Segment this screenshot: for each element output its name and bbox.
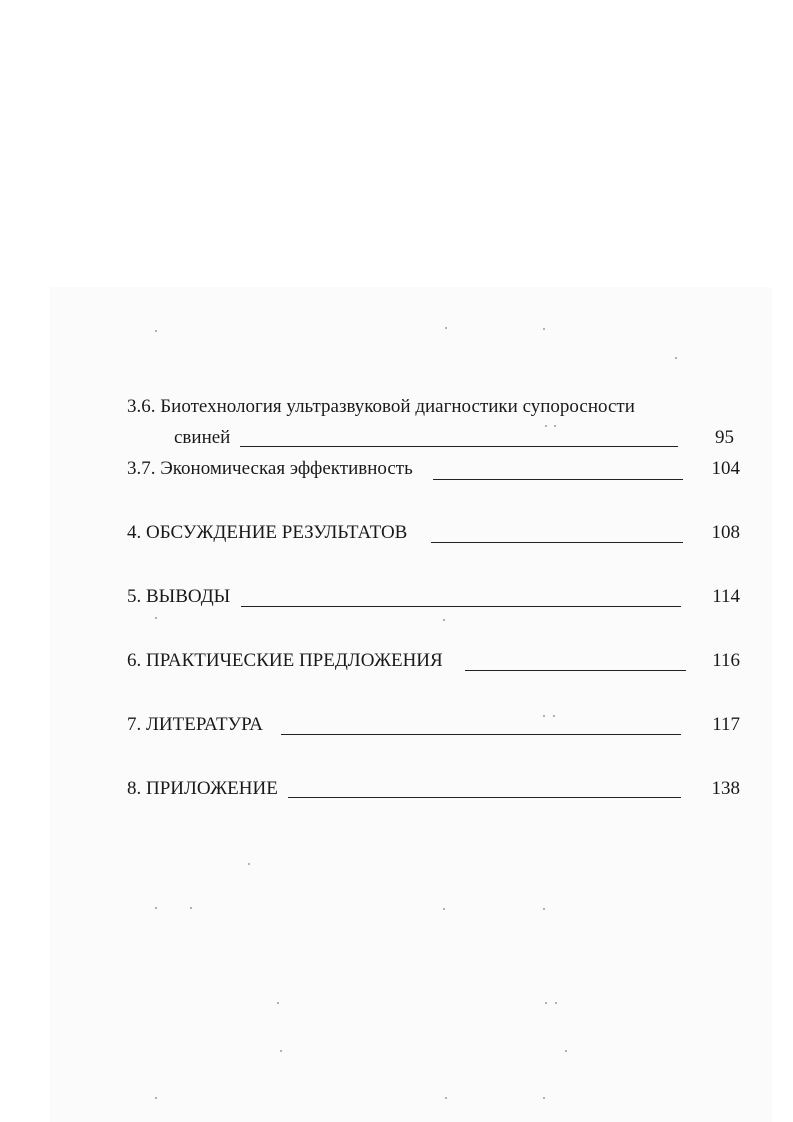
toc-entry-number: 5.	[127, 586, 142, 607]
toc-entry-3-6-line2	[174, 427, 230, 449]
toc-leader-line	[241, 606, 681, 607]
toc-entry-3-6-line1	[127, 396, 635, 418]
toc-leader-line	[288, 797, 681, 798]
toc-entry-number: 8.	[127, 778, 142, 799]
scan-speck	[155, 617, 157, 619]
toc-entry-title-continued: свиней	[174, 427, 231, 448]
toc-page-number: 108	[711, 522, 740, 543]
scan-speck	[155, 1097, 157, 1099]
toc-entry-8	[127, 778, 278, 800]
toc-entry-title: ВЫВОДЫ	[146, 586, 231, 607]
toc-entry-title: Биотехнология ультразвуковой диагностики супоросности	[160, 396, 635, 417]
scan-speck	[543, 715, 545, 717]
toc-entry-5	[127, 586, 230, 608]
scan-speck	[545, 425, 547, 427]
scan-speck	[155, 907, 157, 909]
scan-speck	[543, 1097, 545, 1099]
scan-speck	[445, 1097, 447, 1099]
toc-entry-3-7	[127, 458, 413, 480]
scan-speck	[543, 908, 545, 910]
scan-speck	[190, 907, 192, 909]
scan-speck	[443, 619, 445, 621]
toc-leader-line	[433, 479, 683, 480]
scan-speck	[248, 863, 250, 865]
toc-entry-title: Экономическая эффективность	[160, 458, 413, 479]
toc-entry-number: 4.	[127, 522, 142, 543]
scan-speck	[445, 327, 447, 329]
toc-page-number: 114	[712, 586, 740, 607]
toc-entry-number: 3.6.	[127, 396, 156, 417]
toc-leader-line	[240, 446, 678, 447]
scan-speck	[543, 328, 545, 330]
toc-entry-title: ПРИЛОЖЕНИЕ	[146, 778, 278, 799]
toc-entry-7	[127, 714, 263, 736]
toc-page-number: 138	[711, 778, 740, 799]
toc-entry-4	[127, 522, 407, 544]
toc-page-number: 104	[711, 458, 740, 479]
scan-speck	[555, 1002, 557, 1004]
toc-leader-line	[465, 670, 686, 671]
scan-speck	[280, 1050, 282, 1052]
scan-speck	[277, 1002, 279, 1004]
toc-entry-title: ЛИТЕРАТУРА	[146, 714, 263, 735]
toc-entry-title: ОБСУЖДЕНИЕ РЕЗУЛЬТАТОВ	[146, 522, 408, 543]
toc-entry-6	[127, 650, 443, 672]
toc-entry-number: 6.	[127, 650, 142, 671]
scan-speck	[443, 908, 445, 910]
scan-speck	[565, 1050, 567, 1052]
toc-entry-title: ПРАКТИЧЕСКИЕ ПРЕДЛОЖЕНИЯ	[146, 650, 443, 671]
toc-entry-number: 7.	[127, 714, 142, 735]
scan-speck	[155, 330, 157, 332]
toc-page-number: 117	[712, 714, 740, 735]
toc-leader-line	[431, 542, 683, 543]
scan-speck	[554, 425, 556, 427]
toc-entry-number: 3.7.	[127, 458, 156, 479]
toc-page-number: 95	[715, 427, 734, 448]
scan-speck	[675, 357, 677, 359]
toc-page-number: 116	[712, 650, 740, 671]
toc-leader-line	[281, 734, 681, 735]
scan-speck	[553, 715, 555, 717]
scan-speck	[545, 1002, 547, 1004]
